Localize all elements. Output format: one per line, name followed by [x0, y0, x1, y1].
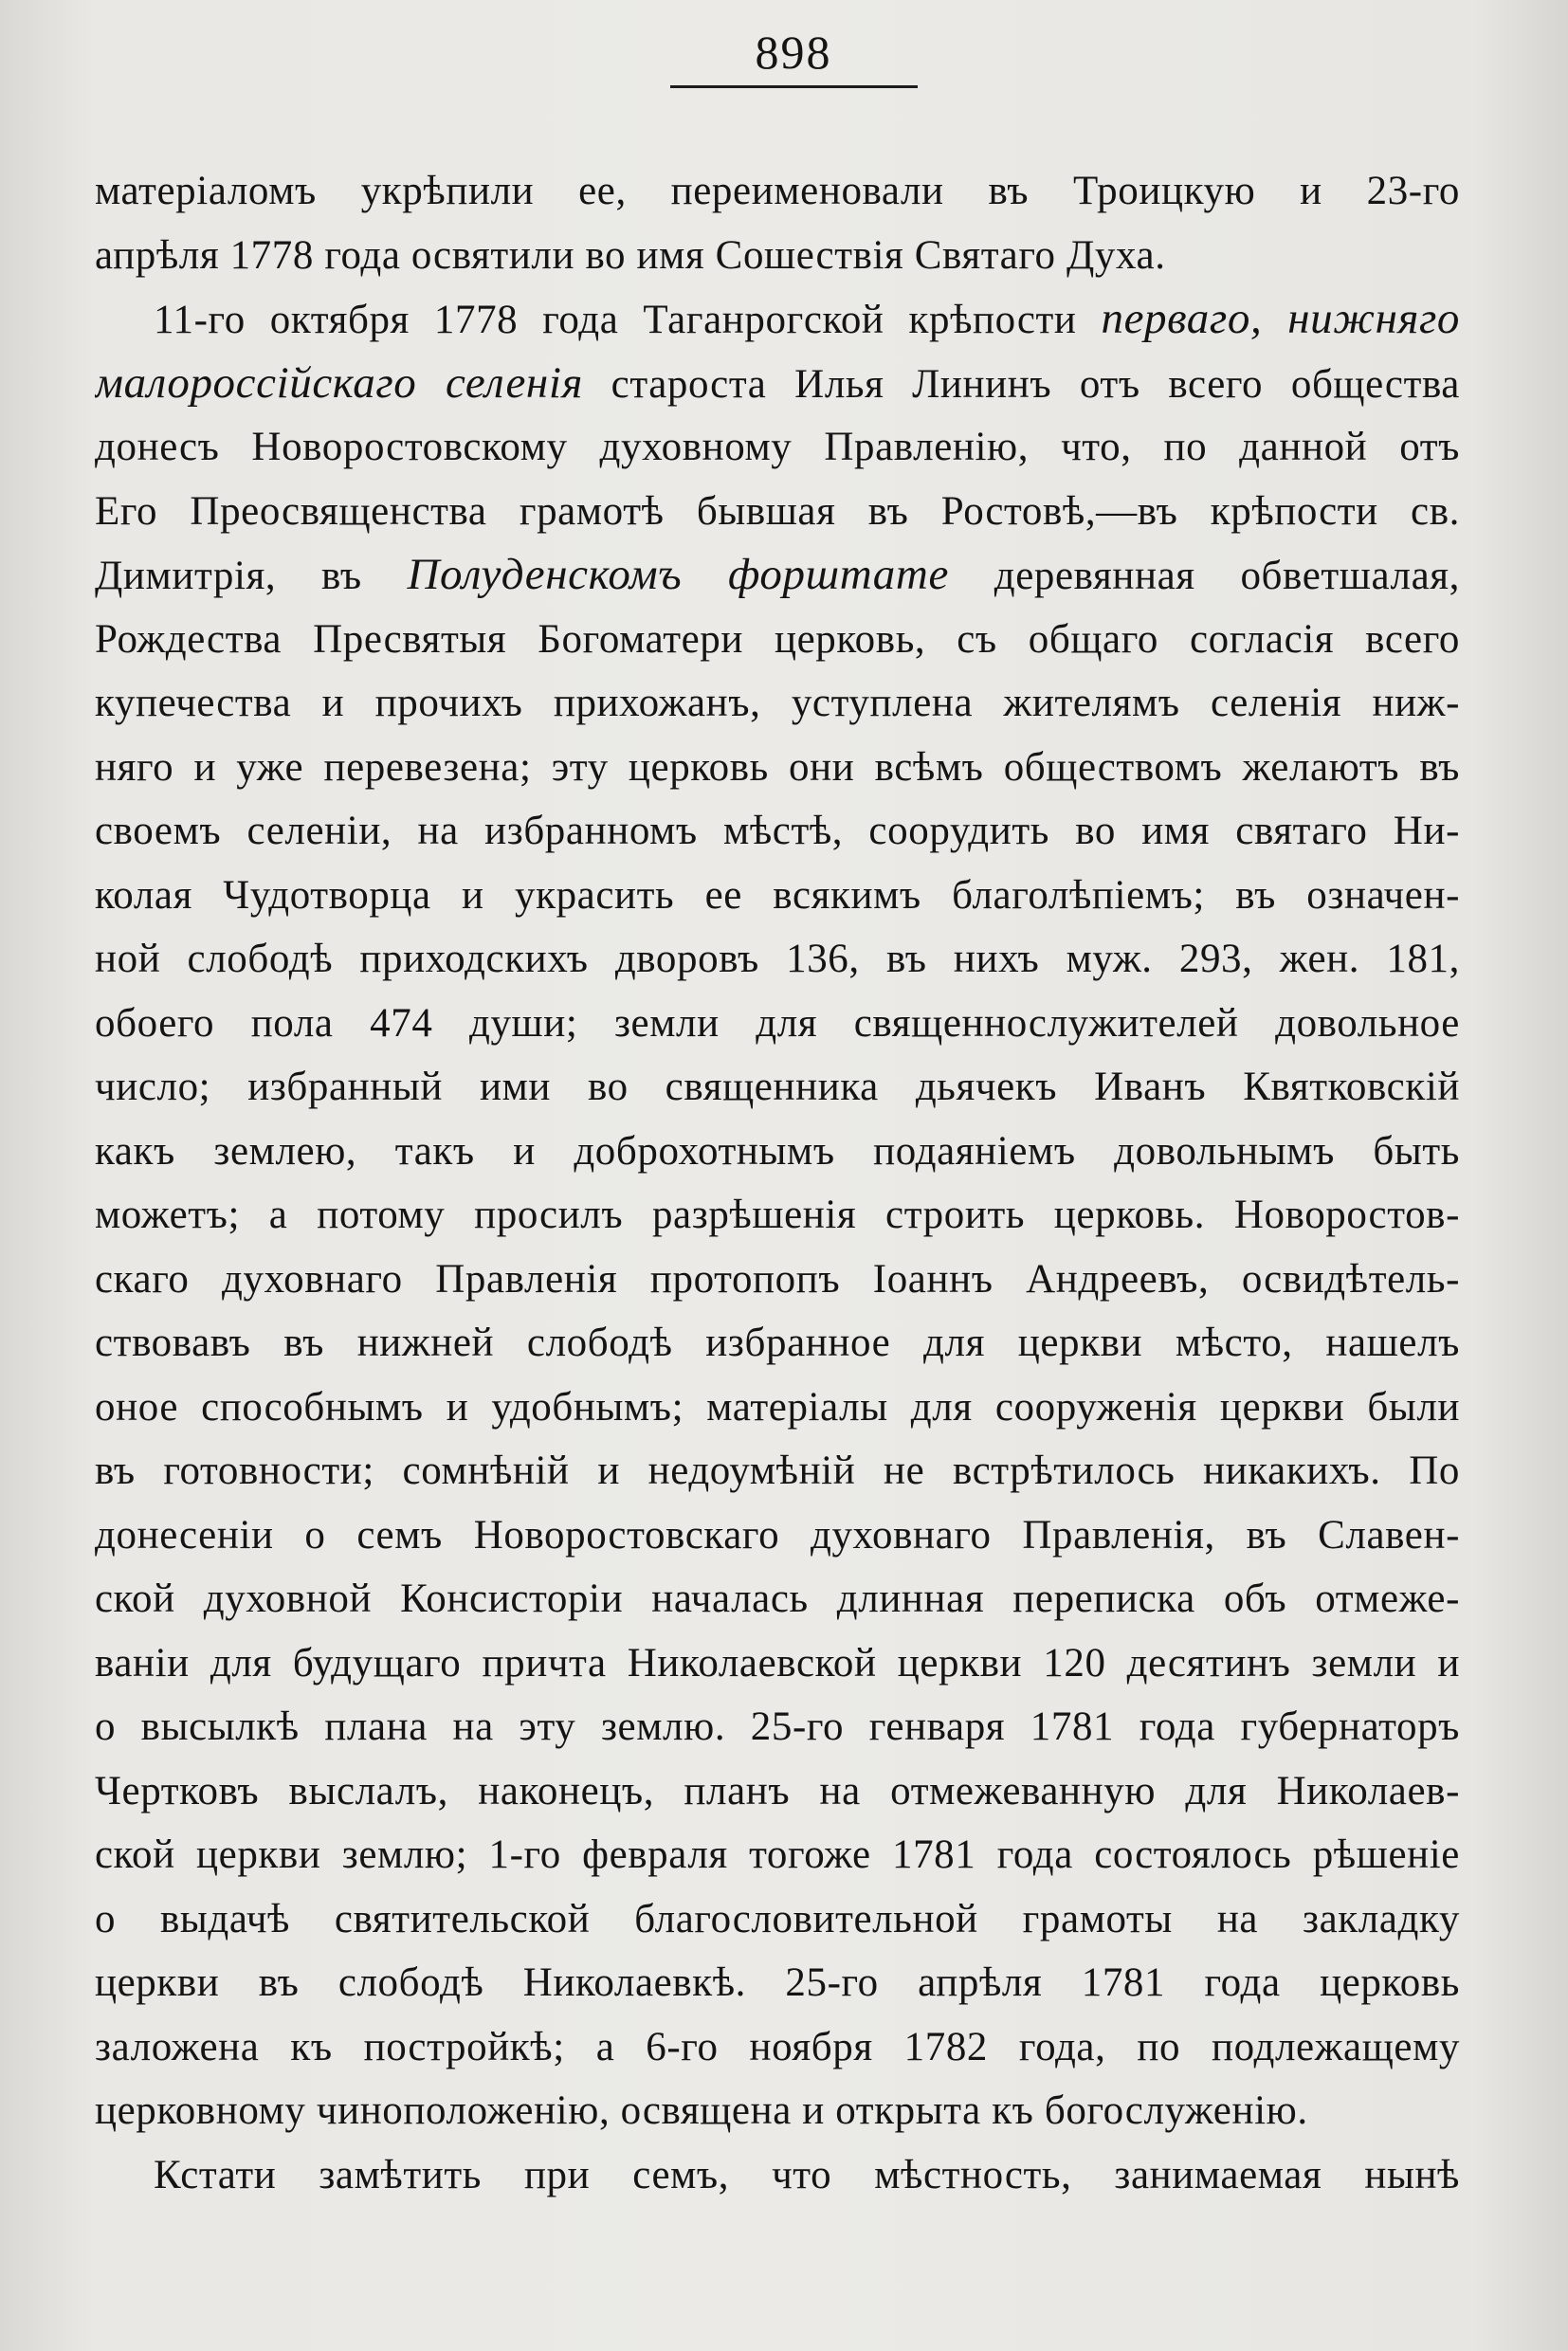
- text-line: Рождества Пресвятыя Богоматери церковь, съ общаго согласія всего: [95, 616, 1460, 662]
- italic-phrase: малороссійскаго селенія: [95, 357, 583, 408]
- italic-phrase: Полуденскомъ форштате: [407, 550, 949, 599]
- text-line: оное способнымъ и удобнымъ; матеріалы для сооруженія церкви были: [95, 1384, 1460, 1430]
- text-line: матеріаломъ укрѣпили ее, переименовали въ Троицкую и 23-го: [95, 169, 1460, 213]
- text-line: церковному чиноположенію, освящена и открыта къ богослуженію.: [95, 2088, 1308, 2133]
- text-line: Кстати замѣтить при семъ, что мѣстность, занимаемая нынѣ: [154, 2152, 1460, 2197]
- text-run: 11-го октября 1778 года Таганрогской крѣпости: [154, 298, 1102, 342]
- text-line: апрѣля 1778 года освятили во имя Сошествія Святаго Духа.: [95, 232, 1166, 278]
- page-number: [0, 25, 1568, 88]
- text-line: какъ землею, такъ и доброхотнымъ подаяніемъ довольнымъ быть: [95, 1128, 1460, 1174]
- text-line: обоего пола 474 души; земли для священнослужителей довольное: [95, 1000, 1460, 1046]
- text-line: Его Преосвященства грамотѣ бывшая въ Ростовѣ,—въ крѣпости св.: [95, 488, 1460, 534]
- text-line: [95, 287, 1460, 352]
- text-line: колая Чудотворца и украсить ее всякимъ благолѣпіемъ; въ означен-: [95, 872, 1460, 918]
- text-line: Чертковъ выслалъ, наконецъ, планъ на отмежеванную для Николаев-: [95, 1768, 1460, 1813]
- text-line: донесъ Новоростовскому духовному Правленію, что, по данной отъ: [95, 425, 1460, 469]
- text-line: церкви въ слободѣ Николаевкѣ. 25-го апрѣля 1781 года церковь: [95, 1960, 1460, 2005]
- text-line: можетъ; а потому просилъ разрѣшенія строить церковь. Новоростов-: [95, 1193, 1460, 1237]
- text-line: купечества и прочихъ прихожанъ, уступлена жителямъ селенія ниж-: [95, 681, 1460, 725]
- text-line: въ готовности; сомнѣній и недоумѣній не встрѣтилось никакихъ. По: [95, 1449, 1460, 1493]
- body-text: [95, 159, 1460, 2207]
- text-line: ствовавъ въ нижней слободѣ избранное для церкви мѣсто, нашелъ: [95, 1321, 1460, 1365]
- text-run: Димитрія, въ: [95, 554, 408, 598]
- text-line: о высылкѣ плана на эту землю. 25-го генваря 1781 года губернаторъ: [95, 1704, 1460, 1749]
- text-line: ной слободѣ приходскихъ дворовъ 136, въ нихъ муж. 293, жен. 181,: [95, 937, 1460, 981]
- text-line: заложена къ постройкѣ; а 6-го ноября 1782 года, по подлежащему: [95, 2024, 1460, 2069]
- text-line: своемъ селеніи, на избранномъ мѣстѣ, соорудить во имя святаго Ни-: [95, 809, 1460, 853]
- page-number-text: 898: [670, 25, 918, 88]
- text-line: ваніи для будущаго причта Николаевской церкви 120 десятинъ земли и: [95, 1640, 1460, 1686]
- text-line: [95, 543, 1460, 608]
- text-line: донесеніи о семъ Новоростовскаго духовнаго Правленія, въ Славен-: [95, 1512, 1460, 1558]
- text-line: скаго духовнаго Правленія протопопъ Іоаннъ Андреевъ, освидѣтель-: [95, 1256, 1460, 1302]
- text-line: число; избранный ими во священника дьячекъ Иванъ Квятковскій: [95, 1065, 1460, 1109]
- text-line: няго и уже перевезена; эту церковь они всѣмъ обществомъ желаютъ въ: [95, 744, 1460, 790]
- text-line: [95, 352, 1460, 416]
- text-run: деревянная обветшалая,: [948, 554, 1460, 598]
- text-line: ской церкви землю; 1-го февраля тогоже 1781 года состоялось рѣшеніе: [95, 1832, 1460, 1877]
- text-run: староста Илья Лининъ отъ всего общества: [582, 361, 1460, 407]
- text-line: о выдачѣ святительской благословительной грамоты на закладку: [95, 1896, 1460, 1941]
- italic-phrase: перваго, нижняго: [1101, 294, 1460, 343]
- text-line: ской духовной Консисторіи началась длинная переписка объ отмеже-: [95, 1576, 1460, 1621]
